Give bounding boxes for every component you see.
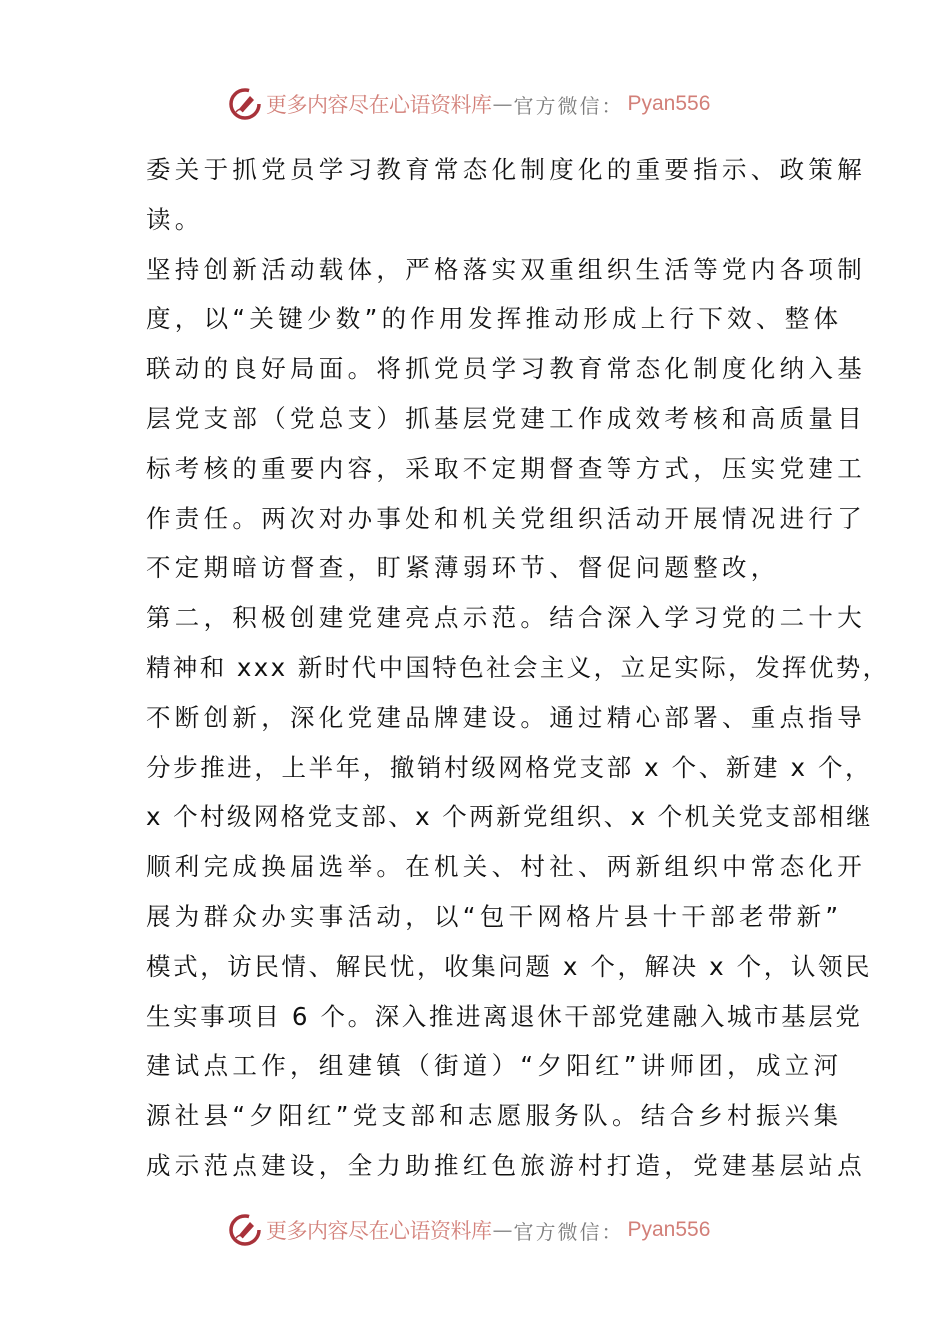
text-line: 层党支部（党总支）抓基层党建工作成效考核和高质量目 — [146, 403, 866, 433]
text-line: 委关于抓党员学习教育常态化制度化的重要指示、政策解 — [146, 155, 866, 184]
text-line: x 个村级网格党支部、x 个两新党组织、x 个机关党支部相继 — [146, 802, 873, 832]
text-line: 展为群众办实事活动，以“包干网格片县十干部老带新” — [146, 901, 843, 931]
watermark-wechat-label: 官方微信： — [513, 93, 624, 118]
watermark-main-text: 更多内容尽在心语资料库 — [266, 1219, 492, 1243]
text-line: 联动的良好局面。将抓党员学习教育常态化制度化纳入基 — [146, 354, 866, 384]
text-line: 不断创新，深化党建品牌建设。通过精心部署、重点指导 — [146, 702, 866, 732]
text-line: 源社县“夕阳红”党支部和志愿服务队。结合乡村振兴集 — [146, 1101, 843, 1131]
text-line: 度，以“关键少数”的作用发挥推动形成上行下效、整体 — [146, 304, 843, 334]
pen-nib-logo-icon — [228, 87, 262, 121]
document-body — [146, 145, 890, 1191]
text-line: 模式，访民情、解民忧，收集问题 x 个，解决 x 个，认领民 — [146, 951, 873, 981]
watermark-dash: — — [492, 1218, 513, 1242]
text-line: 读。 — [146, 204, 204, 234]
text-line: 标考核的重要内容，采取不定期督查等方式，压实党建工 — [146, 453, 866, 483]
watermark-main-text: 更多内容尽在心语资料库 — [266, 93, 492, 117]
watermark-wechat-id: Pyan556 — [627, 92, 711, 115]
watermark-dash: — — [492, 92, 513, 116]
text-line: 生实事项目 6 个。深入推进离退休干部党建融入城市基层党 — [146, 1001, 863, 1031]
text-line: 作责任。两次对办事处和机关党组织活动开展情况进行了 — [146, 503, 866, 533]
watermark-header — [228, 86, 710, 122]
watermark-footer — [228, 1212, 710, 1248]
text-line: 顺利完成换届选举。在机关、村社、两新组织中常态化开 — [146, 852, 866, 882]
text-line: 建试点工作，组建镇（街道）“夕阳红”讲师团，成立河 — [146, 1051, 843, 1081]
text-line: 不定期暗访督查，盯紧薄弱环节、督促问题整改， — [146, 553, 780, 583]
text-line: 成示范点建设，全力助推红色旅游村打造，党建基层站点 — [146, 1150, 866, 1180]
section-heading-line: 第二，积极创建党建亮点示范。结合深入学习党的二十大 — [146, 603, 866, 633]
watermark-wechat-label: 官方微信： — [513, 1219, 624, 1244]
pen-nib-logo-icon — [228, 1213, 262, 1247]
text-line: 分步推进，上半年，撤销村级网格党支部 x 个、新建 x 个， — [146, 752, 873, 782]
text-line: 精神和 xxx 新时代中国特色社会主义，立足实际，发挥优势， — [146, 652, 890, 682]
text-line: 坚持创新活动载体，严格落实双重组织生活等党内各项制 — [146, 254, 866, 284]
watermark-wechat-id: Pyan556 — [627, 1218, 711, 1241]
